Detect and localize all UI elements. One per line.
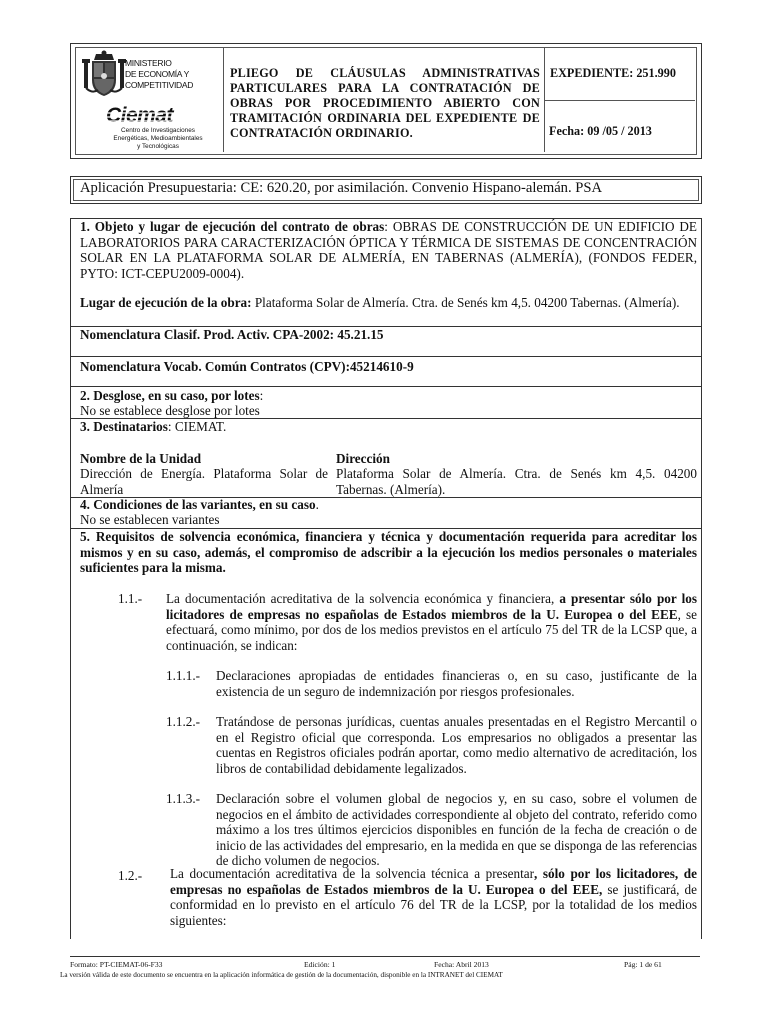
item-1-2-number: 1.2.- [118, 868, 143, 883]
footer-edicion: Edición: 1 [304, 960, 336, 969]
section-4-head: 4. Condiciones de las variantes, en su caso. [80, 497, 319, 512]
item-1-1-3-text: Declaración sobre el volumen global de negocios y, en su caso, sobre el volumen de negocios en el ámbito de actividades correspondiente al objeto del contrato, referido como máximo a los tres últimos ejercicios disponibles en función de la fecha de creación o de inicio de las actividades del empresario, en la medida en que se disponga de las referencias de dicho volumen de negocios. [216, 791, 697, 868]
row-divider [70, 386, 702, 387]
footer-divider [70, 956, 700, 957]
ciemat-logo: Ciemat [106, 104, 174, 127]
section-3-head: 3. Destinatarios: CIEMAT. [80, 419, 227, 434]
item-1-1-text: La documentación acreditativa de la solvencia económica y financiera, a presentar sólo por los licitadores de empresas no españolas de Estados miembros de la U. Europea o del EEE, se efectuará, como mínimo, por dos de los medios previstos en el artículo 75 del TR de la LCSP que, a continuación, se indican: [166, 591, 697, 653]
footer-nota: La versión válida de este documento se encuentra en la aplicación informática de gestión de la documentación, disponible en la INTRANET del CIEMAT [60, 971, 503, 979]
document-title: PLIEGO DE CLÁUSULAS ADMINISTRATIVAS PARTICULARES PARA LA CONTRATACIÓN DE OBRAS POR PROCEDIMIENTO ABIERTO CON TRAMITACIÓN ORDINARIA DEL EXPEDIENTE DE CONTRATACIÓN ORDINARIO. [230, 66, 540, 140]
section-2-head: 2. Desglose, en su caso, por lotes: [80, 388, 264, 403]
item-1-2-text: La documentación acreditativa de la solvencia técnica a presentar, sólo por los licitadores, de empresas no españolas de Estados miembros de la U. Europea o del EEE, se justificará, de conformidad en lo previsto en el artículo 76 del TR de la LCSP, por la totalidad de los medios siguientes: [170, 866, 697, 928]
ciemat-logo-stripes-icon [106, 109, 196, 123]
nomenclatura-cpv: Nomenclatura Vocab. Común Contratos (CPV):45214610-9 [80, 359, 414, 374]
footer-pagina: Pág: 1 de 61 [624, 960, 662, 969]
section-2-text: No se establece desglose por lotes [80, 403, 260, 418]
section-4-text: No se establecen variantes [80, 512, 220, 527]
footer-fecha: Fecha: Abril 2013 [434, 960, 489, 969]
section-1-lugar: Lugar de ejecución de la obra: Plataforma Solar de Almería. Ctra. de Senés km 4,5. 04200 Tabernas. (Almería). [80, 295, 680, 310]
item-1-1-2-text: Tratándose de personas jurídicas, cuentas anuales presentadas en el Registro Mercantil o en el Registro oficial que corresponda. Los empresarios no obligados a presentar las cuentas en Registros oficiales podrán aportar, como medio alternativo de acreditación, los libros de contabilidad debidamente legalizados. [216, 714, 697, 776]
item-1-1-2-number: 1.1.2.- [166, 714, 201, 729]
unidad-text: Dirección de Energía. Plataforma Solar de Almería [80, 466, 328, 497]
nomenclatura-cpa: Nomenclatura Clasif. Prod. Activ. CPA-2002: 45.21.15 [80, 327, 384, 342]
direccion-head: Dirección [336, 451, 390, 466]
footer-formato: Formato: PT-CIEMAT-06-F33 [70, 960, 163, 969]
row-divider [70, 356, 702, 357]
item-1-1-number: 1.1.- [118, 591, 143, 606]
fecha-label: Fecha: 09 /05 / 2013 [549, 124, 652, 138]
aplicacion-presupuestaria: Aplicación Presupuestaria: CE: 620.20, por asimilación. Convenio Hispano-alemán. PSA [80, 180, 603, 196]
section-1-objeto: 1. Objeto y lugar de ejecución del contrato de obras: OBRAS DE CONSTRUCCIÓN DE UN EDIFICIO DE LABORATORIOS PARA CARACTERIZACIÓN ÓPTICA Y TÉRMICA DE SISTEMAS DE CONCENTRACIÓN SOLAR EN LA PLATAFORMA SOLAR DE ALMERÍA, EN TABERNAS (ALMERÍA), (FONDOS FEDER, PYTO: ICT-CEPU2009-0004). [80, 219, 697, 281]
expediente-divider [545, 100, 695, 101]
item-1-1-1-text: Declaraciones apropiadas de entidades financieras o, en su caso, justificante de la existencia de un seguro de indemnización por riesgos profesionales. [216, 668, 697, 699]
unidad-head: Nombre de la Unidad [80, 451, 202, 466]
item-1-1-3-number: 1.1.3.- [166, 791, 201, 806]
section-5-head: 5. Requisitos de solvencia económica, financiera y técnica y documentación requerida para acreditar los mismos y en su caso, además, el compromiso de adscribir a la ejecución los medios personales o materiales suficientes para la misma. [80, 529, 697, 575]
coat-of-arms-icon [82, 50, 126, 98]
expediente-label: EXPEDIENTE: 251.990 [550, 66, 676, 80]
ministerio-label: MINISTERIO DE ECONOMÍA Y COMPETITIVIDAD [125, 58, 194, 90]
centro-label: Centro de Investigaciones Energéticas, Medioambientales y Tecnológicas [113, 127, 203, 150]
item-1-1-1-number: 1.1.1.- [166, 668, 201, 683]
direccion-text: Plataforma Solar de Almería. Ctra. de Senés km 4,5. 04200 Tabernas. (Almería). [336, 466, 697, 497]
